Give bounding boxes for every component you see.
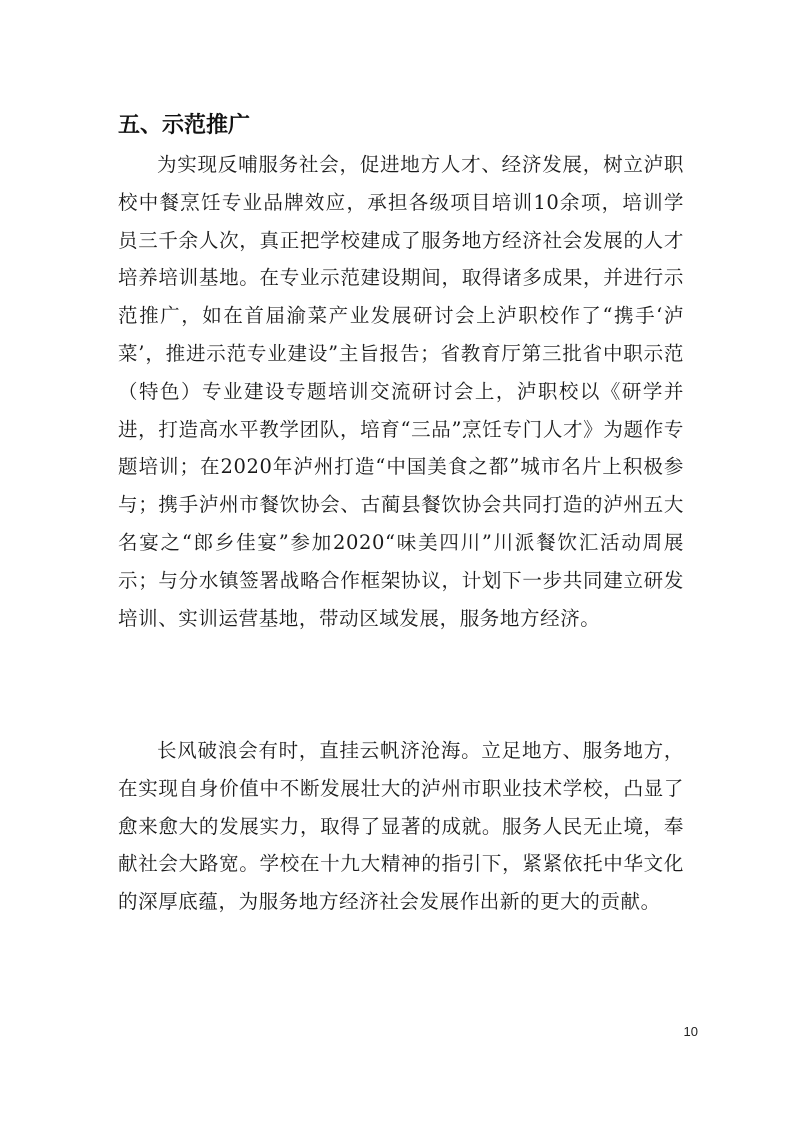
page-number: 10	[683, 1024, 698, 1039]
paragraph-demonstration-promotion: 为实现反哺服务社会，促进地方人才、经济发展，树立泸职校中餐烹饪专业品牌效应，承担各级项目培训10余项，培训学员三千余人次，真正把学校建成了服务地方经济社会发展的人才培养培训基地。在专业示范建设期间，取得诸多成果，并进行示范推广，如在首届渝菜产业发展研讨会上泸职校作了“携手‘泸菜’，推进示范专业建设”主旨报告；省教育厅第三批省中职示范（特色）专业建设专题培训交流研讨会上，泸职校以《研学并进，打造高水平教学团队，培育“三品”烹饪专门人才》为题作专题培训；在2020年泸州打造“中国美食之都”城市名片上积极参与；携手泸州市餐饮协会、古蔺县餐饮协会共同打造的泸州五大名宴之“郎乡佳宴”参加2020“味美四川”川派餐饮汇活动周展示；与分水镇签署战略合作框架协议，计划下一步共同建立研发培训、实训运营基地，带动区域发展，服务地方经济。	[118, 153, 684, 630]
section-heading: 五、示范推广	[118, 113, 251, 138]
paragraph-conclusion: 长风破浪会有时，直挂云帆济沧海。立足地方、服务地方，在实现自身价值中不断发展壮大的泸州市职业技术学校，凸显了愈来愈大的发展实力，取得了显著的成就。服务人民无止境，奉献社会大路宽。学校在十九大精神的指引下，紧紧依托中华文化的深厚底蕴，为服务地方经济社会发展作出新的更大的贡献。	[118, 739, 684, 914]
